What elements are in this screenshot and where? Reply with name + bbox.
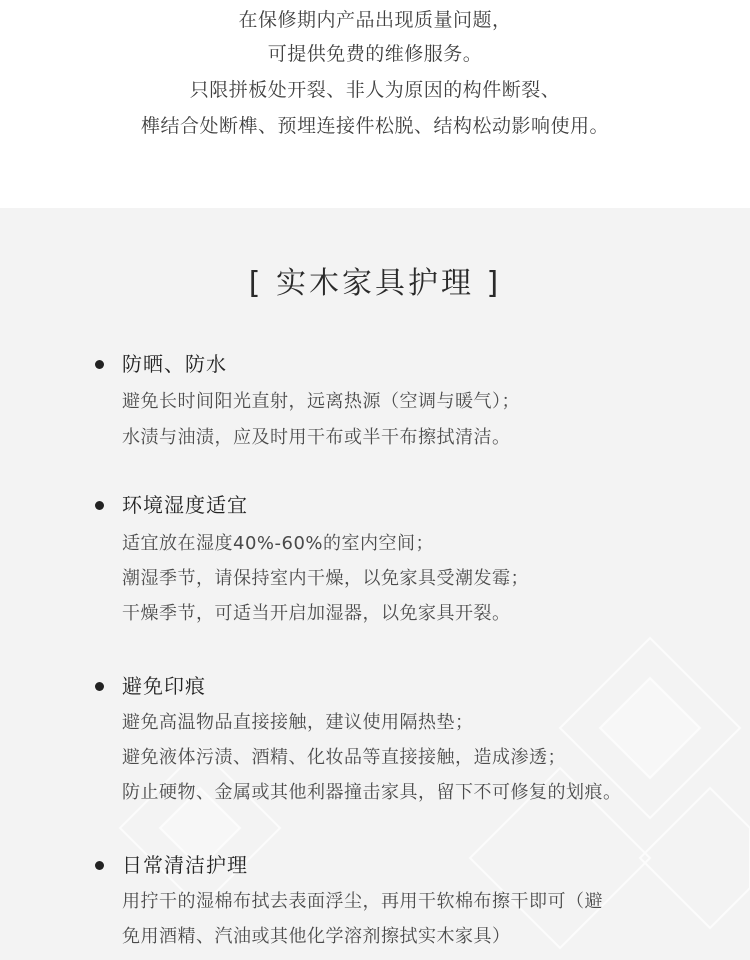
care-item-line: 免用酒精、汽油或其他化学溶剂擦拭实木家具） (122, 926, 511, 947)
bullet-icon (95, 682, 104, 691)
care-item-line: 水渍与油渍，应及时用干布或半干布擦拭清洁。 (122, 427, 511, 448)
bullet-icon (95, 861, 104, 870)
care-item-line: 干燥季节，可适当开启加湿器，以免家具开裂。 (122, 603, 511, 624)
care-item-title: 避免印痕 (122, 674, 206, 698)
care-item-line: 潮湿季节，请保持室内干燥，以免家具受潮发霉； (122, 568, 529, 589)
warranty-line: 在保修期内产品出现质量问题， (238, 9, 512, 31)
care-item-line: 防止硬物、金属或其他利器撞击家具，留下不可修复的划痕。 (122, 782, 622, 803)
warranty-section (0, 0, 750, 208)
bullet-icon (95, 360, 104, 369)
care-item-title: 日常清洁护理 (122, 853, 248, 877)
care-section (0, 208, 750, 960)
warranty-line: 只限拼板处开裂、非人为原因的构件断裂、 (189, 79, 561, 101)
warranty-line: 可提供免费的维修服务。 (267, 43, 483, 65)
care-item-title: 防晒、防水 (122, 352, 227, 376)
bullet-icon (95, 501, 104, 510)
care-item-title: 环境湿度适宜 (122, 493, 248, 517)
care-item-line: 避免长时间阳光直射，远离热源（空调与暖气）； (122, 391, 520, 412)
warranty-line: 榫结合处断榫、预埋连接件松脱、结构松动影响使用。 (140, 115, 609, 137)
care-item-line: 避免液体污渍、酒精、化妆品等直接接触，造成渗透； (122, 747, 566, 768)
care-item-line: 用拧干的湿棉布拭去表面浮尘，再用干软棉布擦干即可（避 (122, 891, 603, 912)
care-item-line: 避免高温物品直接接触，建议使用隔热垫； (122, 712, 474, 733)
section-title: [ 实木家具护理 ] (248, 266, 502, 301)
care-item-line: 适宜放在湿度40%-60%的室内空间； (122, 533, 435, 554)
